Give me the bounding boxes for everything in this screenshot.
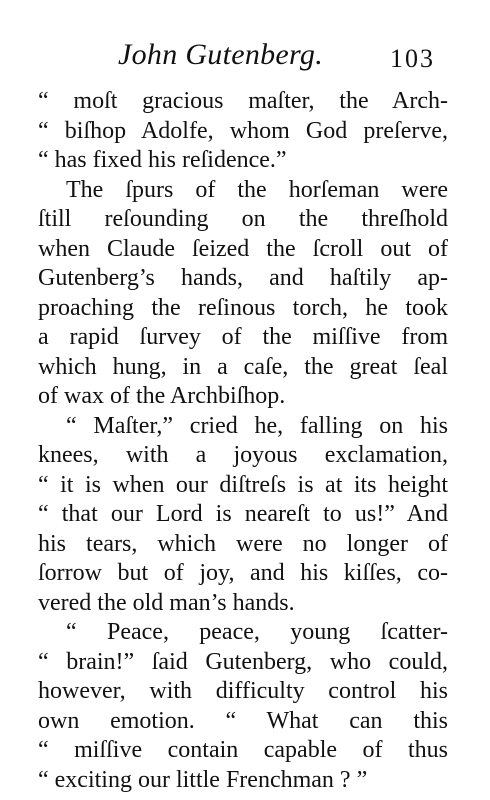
text-line: own emotion. “ What can this <box>38 707 448 734</box>
text-line: “ miſſive contain capable of thus <box>38 737 448 763</box>
body-text <box>38 87 448 795</box>
text-line: ſorrow but of joy, and his kiſſes, co- <box>38 560 448 586</box>
running-head <box>0 38 490 78</box>
text-line: “ has fixed his reſidence.” <box>38 147 287 173</box>
text-line: ſtill reſounding on the threſhold <box>38 206 448 232</box>
text-line: “ Peace, peace, young ſcatter- <box>66 619 448 645</box>
text-line: his tears, which were no longer of <box>38 530 448 557</box>
text-line: however, with difficulty control his <box>38 678 448 704</box>
text-line: “ exciting our little Frenchman ? ” <box>38 766 368 793</box>
text-line: “ biſhop Adolfe, whom God preſerve, <box>38 117 448 144</box>
text-line: “ Maſter,” cried he, falling on his <box>66 412 448 439</box>
text-line: “ it is when our diſtreſs is at its height <box>38 471 448 498</box>
running-title: John Gutenberg. <box>118 38 324 71</box>
text-line: which hung, in a caſe, the great ſeal <box>38 353 448 380</box>
text-line: knees, with a joyous exclamation, <box>38 442 448 468</box>
text-line: “ that our Lord is neareſt to us!” And <box>38 501 448 527</box>
text-line: The ſpurs of the horſeman were <box>66 176 448 203</box>
text-line: when Claude ſeized the ſcroll out of <box>38 235 448 262</box>
text-line: “ brain!” ſaid Gutenberg, who could, <box>38 648 448 675</box>
text-line: a rapid ſurvey of the miſſive from <box>38 324 448 350</box>
text-line: proaching the reſinous torch, he took <box>38 294 448 321</box>
text-line: Gutenberg’s hands, and haſtily ap- <box>38 265 448 291</box>
text-line: vered the old man’s hands. <box>38 589 295 616</box>
text-line: “ moſt gracious maſter, the Arch- <box>38 88 448 114</box>
page-number: 103 <box>390 44 435 73</box>
text-line: of wax of the Archbiſhop. <box>38 383 286 409</box>
